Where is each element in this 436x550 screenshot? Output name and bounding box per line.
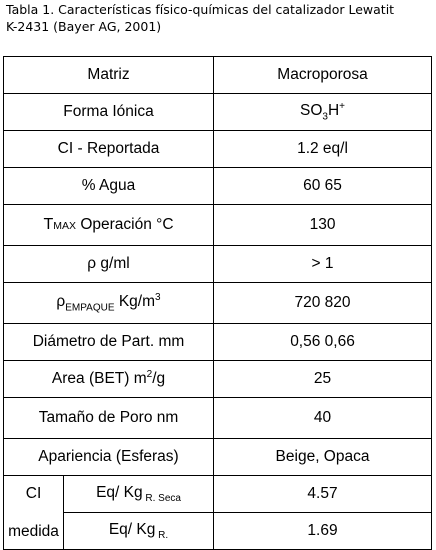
value-superscript: + [339, 101, 346, 113]
ci-medida-label-cell [4, 476, 64, 550]
unit-subscript: R. Seca [142, 493, 181, 505]
header-property-cell: Matriz [4, 57, 214, 94]
table-caption [6, 1, 432, 35]
property-rest: Operación °C [76, 216, 174, 233]
value-main: SO [300, 102, 323, 120]
unit-cell [64, 476, 214, 513]
property-cell: Forma Iónica [4, 94, 214, 131]
table-row [4, 205, 432, 246]
table-row [4, 168, 432, 205]
table-row [4, 283, 432, 324]
property-cell [4, 283, 214, 324]
property-rest: /g [152, 370, 166, 388]
header-value-cell: Macroporosa [214, 57, 432, 94]
property-cell [4, 205, 214, 246]
value-cell: 1.2 eq/l [214, 131, 432, 168]
table-row [4, 513, 432, 550]
property-cell: Apariencia (Esferas) [4, 439, 214, 476]
properties-table [3, 56, 432, 550]
property-cell [4, 361, 214, 398]
property-subscript: EMPAQUE [65, 302, 115, 314]
value-cell: > 1 [214, 246, 432, 283]
unit-cell [64, 513, 214, 550]
value-cell: 0,56 0,66 [214, 324, 432, 361]
property-superscript: 2 [146, 369, 153, 381]
value-cell: 130 [214, 205, 432, 246]
property-cell: Diámetro de Part. mm [4, 324, 214, 361]
value-subscript: 3 [322, 111, 328, 123]
unit-main: Eq/ Kg [96, 483, 143, 501]
value-cell: 40 [214, 398, 432, 439]
caption-line-1: Tabla 1. Características físico-químicas del catalizador Lewatit [6, 2, 395, 17]
value-cell: 720 820 [214, 283, 432, 324]
unit-main: Eq/ Kg [108, 520, 156, 538]
value-cell: 60 65 [214, 168, 432, 205]
value-cell: Beige, Opaca [214, 439, 432, 476]
property-subscript: MAX [53, 220, 77, 232]
table-row [4, 324, 432, 361]
table-header-row [4, 57, 432, 94]
table-row [4, 476, 432, 513]
value-cell: 25 [214, 361, 432, 398]
property-cell: Tamaño de Poro nm [4, 398, 214, 439]
table-row [4, 246, 432, 283]
ci-label-line-2: medida [8, 522, 59, 540]
value-cell: 4.57 [214, 476, 432, 513]
ci-label-line-1: CI [25, 484, 42, 502]
property-cell: CI - Reportada [4, 131, 214, 168]
table-row [4, 439, 432, 476]
property-rest: Kg/m [114, 293, 156, 311]
table-row [4, 398, 432, 439]
property-main: Area (BET) m [51, 370, 147, 388]
unit-subscript: R. [155, 530, 169, 542]
table-row [4, 94, 432, 131]
property-main: ρ [56, 293, 66, 311]
property-superscript: 3 [155, 292, 161, 304]
caption-line-2: K-2431 (Bayer AG, 2001) [6, 19, 162, 34]
value-cell [214, 94, 432, 131]
property-main: T [43, 216, 54, 233]
property-cell: % Agua [4, 168, 214, 205]
table-row [4, 361, 432, 398]
property-cell: ρ g/ml [4, 246, 214, 283]
value-cell: 1.69 [214, 513, 432, 550]
value-rest: H [327, 102, 340, 120]
table-row [4, 131, 432, 168]
